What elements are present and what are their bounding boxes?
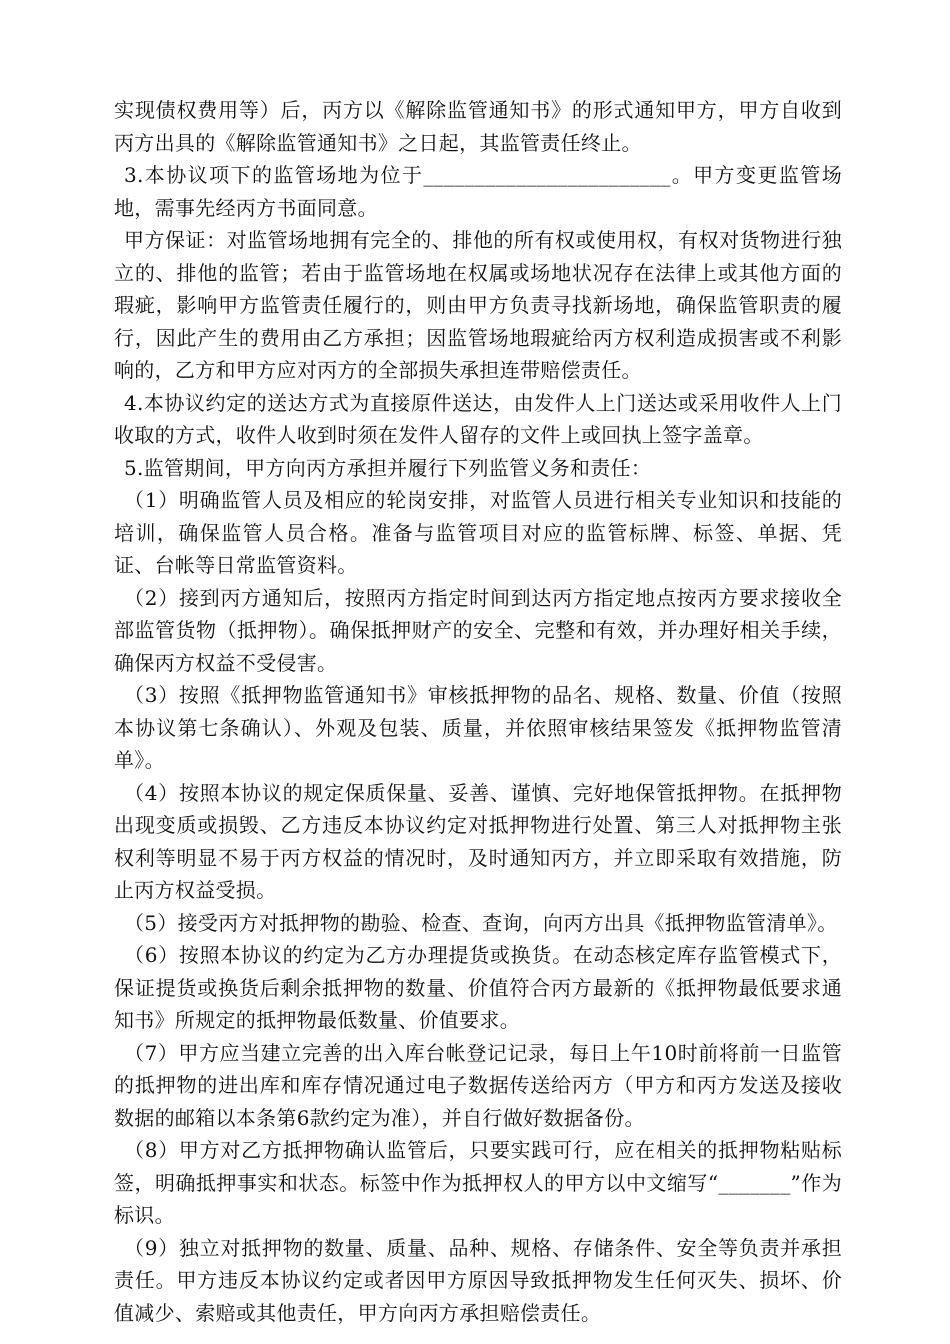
paragraph-item-8: （8）甲方对乙方抵押物确认监管后，只要实践可行，应在相关的抵押物粘贴标签，明确抵押事实和状态。标签中作为抵押权人的甲方以中文缩写“_______”作为标识。 [114, 1138, 842, 1227]
paragraph-clause-4: 4.本协议约定的送达方式为直接原件送达，由发件人上门送达或采用收件人上门收取的方式，收件人收到时须在发件人留存的文件上或回执上签字盖章。 [114, 390, 842, 447]
paragraph-clause-5: 5.监管期间，甲方向丙方承担并履行下列监管义务和责任： [124, 455, 652, 480]
paragraph-item-7: （7）甲方应当建立完善的出入库台帐登记记录，每日上午10时前将前一日监管的抵押物的进出库和库存情况通过电子数据传送给丙方（甲方和丙方发送及接收数据的邮箱以本条第6款约定为准），并自行做好数据备份。 [114, 1040, 842, 1130]
paragraph-item-6: （6）按照本协议的约定为乙方办理提货或换货。在动态核定库存监管模式下，保证提货或换货后剩余抵押物的数量、价值符合丙方最新的《抵押物最低要求通知书》所规定的抵押物最低数量、价值要求。 [114, 943, 842, 1032]
paragraph-item-3: （3）按照《抵押物监管通知书》审核抵押物的品名、规格、数量、价值（按照本协议第七条确认）、外观及包装、质量，并依照审核结果签发《抵押物监管清单》。 [114, 683, 842, 772]
paragraph-item-5: （5）接受丙方对抵押物的勘验、检查、查询，向丙方出具《抵押物监管清单》。 [124, 910, 838, 935]
paragraph-item-9: （9）独立对抵押物的数量、质量、品种、规格、存储条件、安全等负责并承担责任。甲方违反本协议约定或者因甲方原因导致抵押物发生任何灭失、损坏、价值减少、索赔或其他责任，甲方向丙方承担赔偿责任。 [114, 1235, 842, 1325]
paragraph-guarantee: 甲方保证：对监管场地拥有完全的、排他的所有权或使用权，有权对货物进行独立的、排他的监管；若由于监管场地在权属或场地状况存在法律上或其他方面的瑕疵，影响甲方监管责任履行的，则由甲方负责寻找新场地，确保监管职责的履行，因此产生的费用由乙方承担；因监管场地瑕疵给丙方权利造成损害或不利影响的，乙方和甲方应对丙方的全部损失承担连带赔偿责任。 [114, 228, 842, 382]
document-page [114, 94, 842, 1329]
paragraph-item-2: （2）接到丙方通知后，按照丙方指定时间到达丙方指定地点按丙方要求接收全部监管货物（抵押物）。确保抵押财产的安全、完整和有效，并办理好相关手续，确保丙方权益不受侵害。 [114, 585, 842, 675]
paragraph-item-1: （1）明确监管人员及相应的轮岗安排，对监管人员进行相关专业知识和技能的培训，确保监管人员合格。准备与监管项目对应的监管标牌、标签、单据、凭证、台帐等日常监管资料。 [114, 488, 842, 577]
paragraph-item-4: （4）按照本协议的规定保质保量、妥善、谨慎、完好地保管抵押物。在抵押物出现变质或损毁、乙方违反本协议约定对抵押物进行处置、第三人对抵押物主张权利等明显不易于丙方权益的情况时，及时通知丙方，并立即采取有效措施，防止丙方权益受损。 [114, 780, 842, 902]
paragraph-clause-3: 3.本协议项下的监管场地为位于________________________。甲方变更监管场地，需事先经丙方书面同意。 [114, 163, 842, 220]
paragraph-continuation: 实现债权费用等）后，丙方以《解除监管通知书》的形式通知甲方，甲方自收到丙方出具的《解除监管通知书》之日起，其监管责任终止。 [114, 98, 842, 155]
